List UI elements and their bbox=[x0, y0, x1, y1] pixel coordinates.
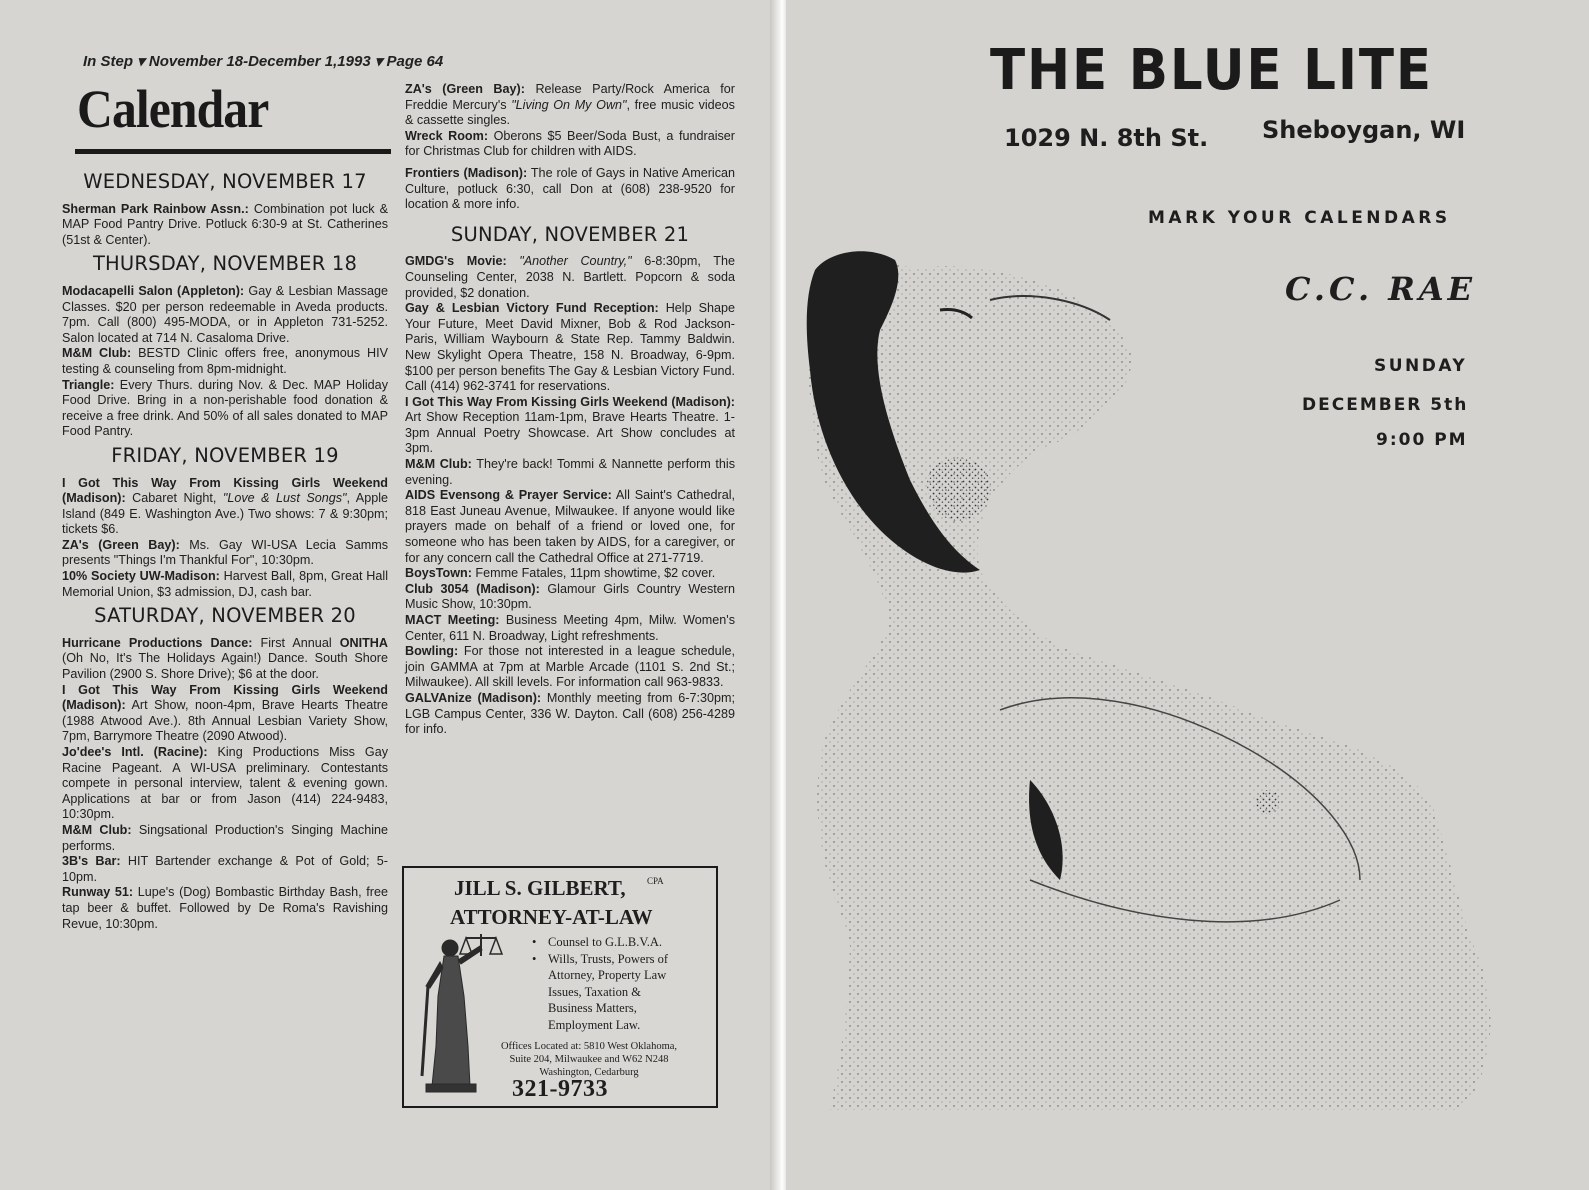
blue-lite-date: DECEMBER 5th bbox=[1302, 395, 1469, 415]
calendar-column-1 bbox=[62, 166, 388, 932]
calendar-entry bbox=[62, 202, 388, 249]
entry-name: Runway 51: bbox=[62, 885, 134, 900]
entry-name: GALVAnize (Madison): bbox=[405, 690, 542, 705]
entry-text: Combination pot luck & MAP Food Pantry Drive. Potluck 6:30-9 at St. Catherines (51st & Center). bbox=[62, 201, 388, 247]
blue-lite-address: 1029 N. 8th St. bbox=[1004, 124, 1209, 152]
entry-name: 10% Society UW-Madison: bbox=[62, 569, 220, 584]
entry-name: Hurricane Productions Dance: bbox=[62, 635, 253, 650]
entry-name: Triangle: bbox=[62, 377, 115, 392]
ad-service: • Wills, Trusts, Powers of bbox=[532, 951, 712, 968]
calendar-column-2 bbox=[405, 82, 735, 738]
entry-name: M&M Club: bbox=[405, 457, 472, 472]
day-heading-saturday: SATURDAY, NOVEMBER 20 bbox=[94, 604, 356, 628]
calendar-entry bbox=[405, 166, 735, 213]
calendar-entry bbox=[62, 284, 388, 346]
entry-text: King Productions Miss Gay Racine Pageant. A WI-USA preliminary. Contestants compete in personal interview, talent & evening gown. Applications at bar or from Jason (414) 224-9483, 10:30pm. bbox=[62, 745, 389, 822]
entry-text: All Saint's Cathedral, 818 East Juneau Avenue, Milwaukee. If anyone would like prayers made on behalf of a friend or loved one, for someone who has been taken by AIDS, for a caregiver, or for any concern call the Cathedral Office at 271-7719. bbox=[405, 488, 736, 565]
day-heading-sunday: SUNDAY, NOVEMBER 21 bbox=[450, 222, 690, 246]
entry-text: Release Party/Rock America for Freddie Mercury's bbox=[405, 82, 735, 112]
entry-name: I Got This Way From Kissing Girls Weekend (Madison): bbox=[62, 682, 388, 713]
entry-text: Singsational Production's Singing Machine performs. bbox=[62, 822, 388, 853]
calendar-entry bbox=[62, 745, 388, 823]
blue-lite-city: Sheboygan, WI bbox=[1262, 116, 1466, 144]
entry-text: Business Meeting 4pm, Milw. Women's Center, 611 N. Broadway, Light refreshments. bbox=[405, 613, 735, 643]
calendar-entry bbox=[62, 683, 388, 745]
calendar-entry bbox=[405, 395, 735, 457]
entry-text: Gay & Lesbian Massage Classes. $20 per person redeemable in Aveda products. 7pm. Call (800) 495-MODA, or in Appleton 731-5252. Salon located at 714 N. Casaloma Drive. bbox=[62, 283, 388, 345]
entry-name: BoysTown: bbox=[405, 566, 472, 581]
blue-lite-title: THE BLUE LITE bbox=[990, 38, 1433, 103]
entry-title: "Love & Lust Songs" bbox=[222, 491, 347, 506]
entry-text: Glamour Girls Country Western Music Show, 10:30pm. bbox=[405, 581, 735, 612]
calendar-entry bbox=[62, 636, 388, 683]
entry-name: M&M Club: bbox=[62, 346, 132, 361]
entry-name: I Got This Way From Kissing Girls Weekend (Madison): bbox=[62, 475, 388, 506]
entry-text: Femme Fatales, 11pm showtime, $2 cover. bbox=[471, 566, 716, 581]
entry-emphasis: ONITHA bbox=[339, 635, 388, 650]
calendar-entry bbox=[62, 476, 388, 538]
ad-service: • Counsel to G.L.B.V.A. bbox=[532, 934, 712, 951]
day-heading-friday: FRIDAY, NOVEMBER 19 bbox=[111, 443, 339, 467]
entry-text: 6-8:30pm, The Counseling Center, 2038 N. Bartlett. Popcorn & soda provided, $2 donation. bbox=[405, 254, 735, 300]
entry-text: HIT Bartender exchange & Pot of Gold; 5-10pm. bbox=[62, 854, 388, 884]
calendar-entry bbox=[405, 254, 735, 301]
entry-text: Art Show Reception 11am-1pm, Brave Hearts Theatre. 1-3pm Annual Poetry Showcase. Art Show concludes at 3pm. bbox=[405, 410, 735, 456]
calendar-entry bbox=[62, 823, 388, 854]
entry-name: M&M Club: bbox=[62, 822, 132, 837]
calendar-entry bbox=[62, 378, 388, 440]
entry-name: GMDG's Movie: bbox=[405, 254, 507, 269]
entry-name: Gay & Lesbian Victory Fund Reception: bbox=[405, 301, 659, 316]
calendar-entry bbox=[405, 488, 735, 566]
entry-name: Modacapelli Salon (Appleton): bbox=[62, 283, 245, 298]
blue-lite-time: 9:00 PM bbox=[1376, 430, 1468, 450]
entry-name: I Got This Way From Kissing Girls Weekend (Madison): bbox=[405, 394, 735, 409]
title-rule bbox=[75, 149, 391, 154]
entry-name: Frontiers (Madison): bbox=[405, 165, 528, 180]
calendar-entry bbox=[405, 582, 735, 613]
entry-text: The role of Gays in Native American Culture, potluck 6:30, call Don at (608) 238-9520 for location & more info. bbox=[405, 165, 735, 212]
entry-title: "Living On My Own" bbox=[511, 97, 627, 112]
entry-text: Cabaret Night, bbox=[125, 491, 223, 506]
entry-name: Wreck Room: bbox=[405, 128, 489, 143]
entry-name: ZA's (Green Bay): bbox=[405, 82, 525, 96]
entry-text: Every Thurs. during Nov. & Dec. MAP Holiday Food Drive. Bring in a non-perishable food donation & receive a free drink. And 50% of all sales donated to MAP Food Pantry. bbox=[62, 377, 388, 439]
entry-text: Oberons $5 Beer/Soda Bust, a fundraiser for Christmas Club for children with AIDS. bbox=[405, 128, 735, 159]
entry-name: Sherman Park Rainbow Assn.: bbox=[62, 201, 249, 216]
ad-offices-line: Offices Located at: 5810 West Oklahoma, bbox=[500, 1041, 678, 1052]
calendar-entry bbox=[405, 301, 735, 395]
calendar-entry bbox=[62, 569, 388, 600]
day-heading-wednesday: WEDNESDAY, NOVEMBER 17 bbox=[83, 170, 367, 193]
blue-lite-performer: C.C. RAE bbox=[1285, 270, 1477, 308]
entry-text: , Apple Island (849 E. Washington Ave.) Two shows: 7 & 9:30pm; tickets $6. bbox=[62, 491, 389, 537]
entry-name: ZA's (Green Bay): bbox=[62, 537, 180, 552]
ad-offices-line: Washington, Cedarburg bbox=[539, 1067, 639, 1078]
ad-services bbox=[532, 934, 712, 1033]
entry-text: Help Shape Your Future, Meet David Mixner, Bob & Rod Jackson-Paris, William Waybourn & State Rep. Tammy Baldwin. New Skylight Opera Theatre, 158 N. Broadway, 6-9pm. $100 per person benefits The Gay & Lesbian Victory Fund. Call (414) 962-3741 for reservations. bbox=[405, 301, 735, 394]
entry-name: 3B's Bar: bbox=[62, 854, 121, 869]
ad-service: Business Matters, bbox=[548, 1001, 637, 1015]
entry-text: For those not interested in a league schedule, join GAMMA at 7pm at Marble Arcade (1101 S. 2nd St.; Milwaukee). All skill levels. For information call 963-9833. bbox=[405, 644, 735, 690]
calendar-entry bbox=[405, 691, 735, 738]
day-heading-thursday: THURSDAY, NOVEMBER 18 bbox=[92, 252, 358, 276]
entry-text: Monthly meeting from 6-7:30pm; LGB Campus Center, 336 W. Dayton. Call (608) 256-4289 for info. bbox=[405, 690, 736, 737]
entry-text: Art Show, noon-4pm, Brave Hearts Theatre (1988 Atwood Ave.). 8th Annual Lesbian Variety Show, 7pm, Barrymore Theatre (2090 Atwood). bbox=[62, 698, 388, 744]
stippled-figure-illustration bbox=[800, 240, 1520, 1120]
running-head: In Step ▾ November 18-December 1,1993 ▾ Page 64 bbox=[83, 53, 444, 70]
entry-text: First Annual bbox=[252, 635, 340, 650]
entry-text: Harvest Ball, 8pm, Great Hall Memorial Union, $3 admission, DJ, cash bar. bbox=[62, 569, 389, 599]
attorney-ad bbox=[402, 866, 718, 1108]
calendar-entry bbox=[405, 613, 735, 644]
entry-text: BESTD Clinic offers free, anonymous HIV testing & counseling from 8pm-midnight. bbox=[62, 346, 389, 376]
entry-text: Lupe's (Dog) Bombastic Birthday Bash, free tap beer & buffet. Followed by De Roma's Ravishing Revue, 10:30pm. bbox=[62, 885, 388, 931]
calendar-page bbox=[0, 0, 776, 1190]
entry-text: Ms. Gay WI-USA Lecia Samms presents "Things I'm Thankful For", 10:30pm. bbox=[62, 537, 388, 568]
ad-service: Attorney, Property Law bbox=[548, 968, 667, 982]
blue-lite-day: SUNDAY bbox=[1374, 356, 1468, 376]
calendar-title: Calendar bbox=[77, 79, 269, 139]
calendar-entry bbox=[405, 129, 735, 160]
entry-name: MACT Meeting: bbox=[405, 613, 500, 627]
ad-title: ATTORNEY-AT-LAW bbox=[450, 905, 653, 929]
ad-attorney-name: JILL S. GILBERT, bbox=[454, 876, 626, 900]
calendar-entry bbox=[405, 82, 735, 129]
ad-offices bbox=[464, 1040, 714, 1079]
ad-service: Employment Law. bbox=[548, 1017, 641, 1032]
ad-offices-line: Suite 204, Milwaukee and W62 N248 bbox=[509, 1054, 669, 1065]
entry-text: , free music videos & cassette singles. bbox=[405, 97, 735, 128]
ad-credential: CPA bbox=[647, 876, 664, 886]
ad-phone: 321-9733 bbox=[512, 1076, 608, 1102]
calendar-entry bbox=[405, 457, 735, 488]
entry-text: They're back! Tommi & Nannette perform this evening. bbox=[405, 457, 735, 487]
entry-name: Jo'dee's Intl. (Racine): bbox=[62, 745, 208, 759]
entry-title: "Another Country," bbox=[519, 254, 632, 269]
calendar-entry bbox=[405, 566, 735, 582]
calendar-entry bbox=[62, 885, 388, 932]
entry-name: Bowling: bbox=[405, 644, 459, 659]
entry-name: Club 3054 (Madison): bbox=[405, 581, 540, 596]
ad-service: Issues, Taxation & bbox=[548, 984, 641, 999]
calendar-entry bbox=[62, 538, 388, 569]
calendar-entry bbox=[62, 346, 388, 377]
entry-name: AIDS Evensong & Prayer Service: bbox=[405, 488, 612, 503]
entry-text: (Oh No, It's The Holidays Again!) Dance. South Shore Pavilion (2900 S. Shore Drive); $6 at the door. bbox=[62, 651, 388, 682]
blue-lite-tagline: MARK YOUR CALENDARS bbox=[1148, 208, 1451, 228]
calendar-entry bbox=[62, 854, 388, 885]
calendar-entry bbox=[405, 644, 735, 691]
